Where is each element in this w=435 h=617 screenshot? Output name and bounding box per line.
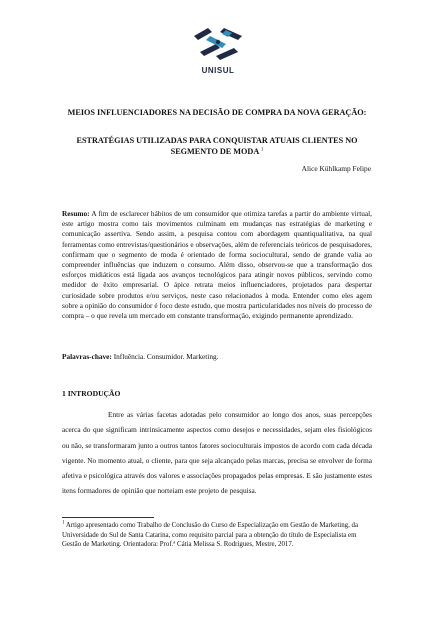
- title-main: MEIOS INFLUENCIADORES NA DECISÃO DE COMPRA DA NOVA GERAÇÃO:: [67, 108, 367, 117]
- keywords-label: Palavras-chave:: [62, 352, 112, 361]
- keywords: [62, 352, 372, 362]
- abstract-text: A fim de esclarecer hábitos de um consumidor que otimiza tarefas a partir do ambiente virtual, este artigo mostra como tais movimentos culminam em mudanças nas estratégias de marketing e comunicação assertiva. Sendo assim, a pesquisa contou com abordagem quantiqualitativa, na qual ferramentas como entrevistas/questionários e observações, além de referenciais teóricos de pesquisadores, confirmam que o segmento de moda é orientado de forma sociocultural, sendo de grande valia ao compreender influências que induzem o consumo. Além disso, observou-se que a transformação dos esforços midiáticos está ligada aos avanços tecnológicos para atingir novos públicos, servindo como medidor de êxito empresarial. O ápice retrata meios influenciadores, projetados para despertar curiosidade sobre produtos e/ou serviços, neste caso relacionados à moda. Entender como eles agem sobre a opinião do consumidor é foco deste estudo, que mostra particularidades nos níveis do processo de compra – o que revela um mercado em constante transformação, exigindo permanente aprendizado.: [62, 209, 373, 321]
- document-subtitle: [62, 136, 372, 157]
- footnote: [62, 521, 372, 550]
- author-name: Alice Kühlkamp Felipe: [301, 164, 371, 173]
- footnote-divider: [62, 517, 154, 518]
- footnote-text: Artigo apresentado como Trabalho de Conclusão do Curso de Especialização em Gestão de Marketing, da Universidade do Sul de Santa Catarina, como requisito parcial para a obtenção do título de Especialista em Gestão de Marketing. Orientadora: Prof.ª Cátia Melissa S. Rodrigues, Mestre, 2017.: [62, 522, 359, 549]
- abstract: [62, 209, 372, 321]
- title-sub: ESTRATÉGIAS UTILIZADAS PARA CONQUISTAR ATUAIS CLIENTES NO SEGMENTO DE MODA: [76, 136, 358, 156]
- unisul-emblem-icon: [186, 22, 250, 66]
- section-heading: 1 INTRODUÇÃO: [62, 389, 121, 398]
- title-footnote-mark[interactable]: 1: [260, 146, 264, 152]
- logo-wordmark: UNISUL: [201, 66, 235, 75]
- intro-paragraph: Entre as várias facetas adotadas pelo consumidor ao longo dos anos, suas percepções acerca do que significam intrinsicamente aspectos como desejos e necessidades, sejam eles fisiológicos ou não, se transformaram junto a outros tantos fatores socioculturais impostos de acordo com cada década vigente. No momento atual, o cliente, para que seja alcançado pelas marcas, precisa se envolver de forma afetiva e psicológica através dos valores e associações propagados pelas empresas. E são justamente estes itens formadores de opinião que norteiam este projeto de pesquisa.: [62, 410, 372, 496]
- abstract-label: Resumo:: [62, 209, 90, 218]
- footnote-mark: 1: [62, 520, 65, 526]
- keywords-text: Influência. Consumidor. Marketing.: [113, 352, 219, 361]
- document-title: [62, 108, 372, 119]
